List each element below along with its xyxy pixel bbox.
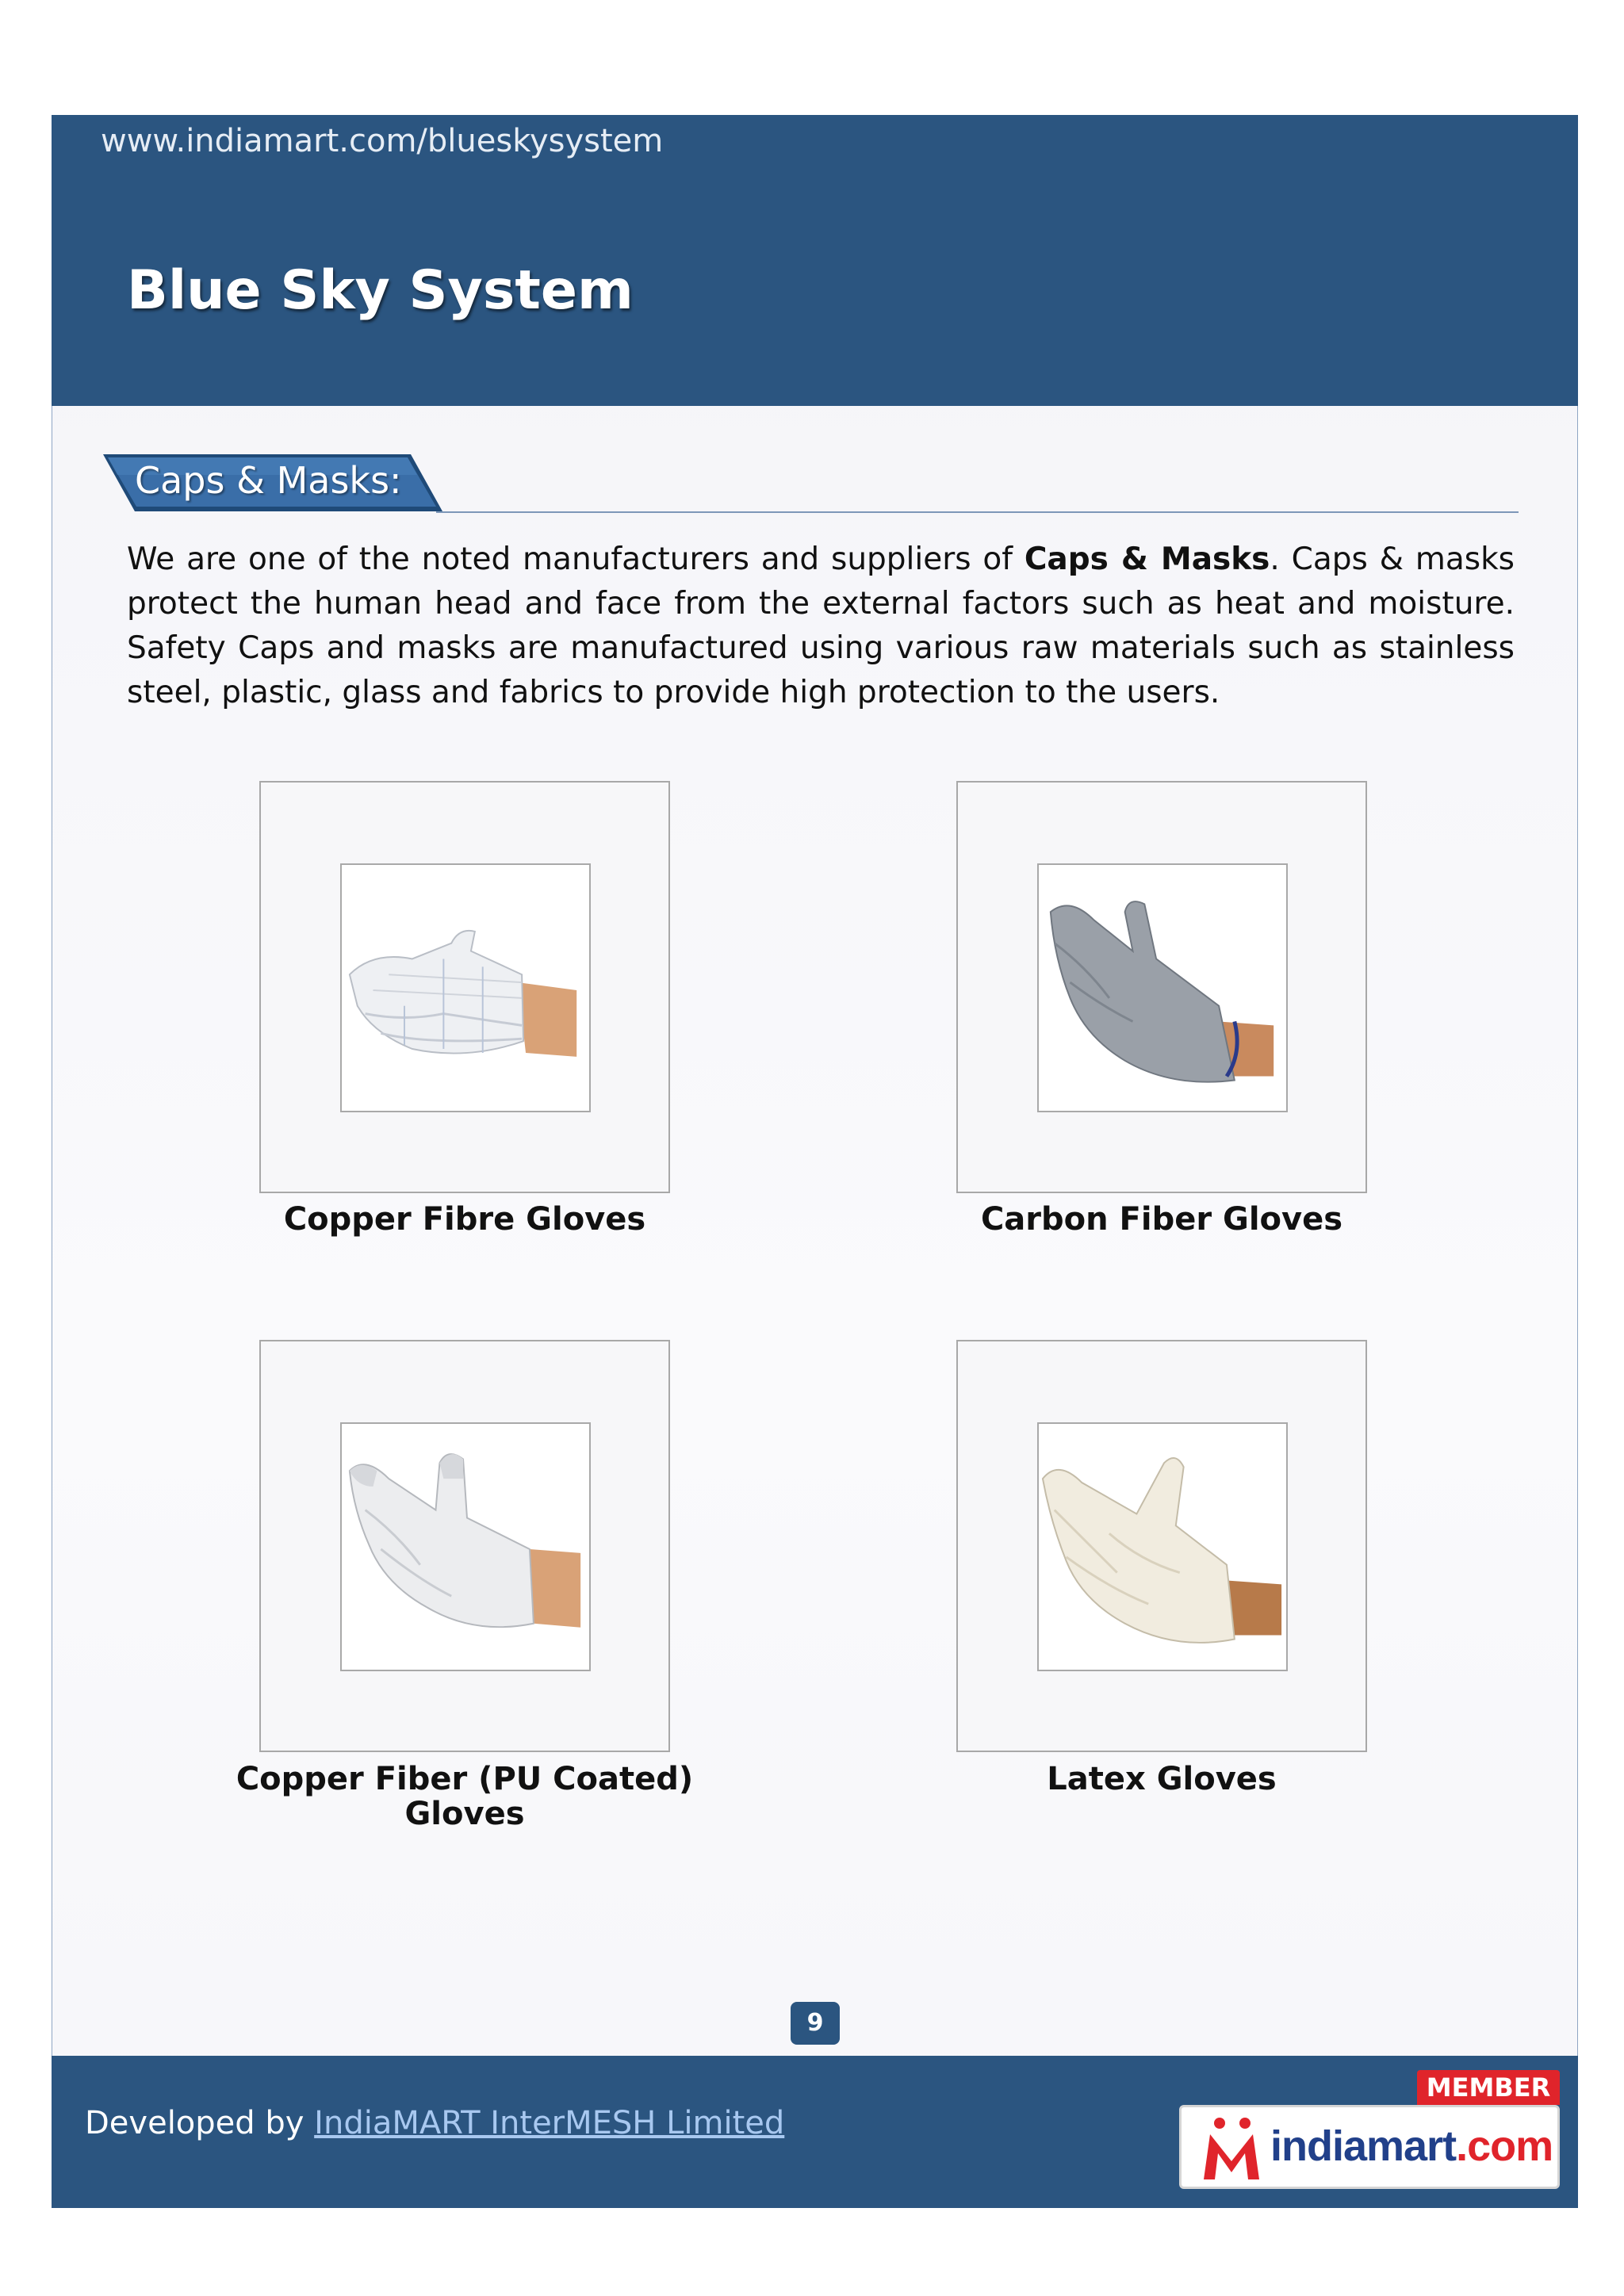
product-name[interactable]: Copper Fibre Gloves xyxy=(283,1201,646,1238)
developed-by-line xyxy=(85,2105,784,2141)
indiamart-logo xyxy=(1179,2105,1560,2189)
indiamart-member-badge[interactable] xyxy=(1179,2070,1560,2189)
grey-gloves-image xyxy=(1039,865,1286,1111)
product-name[interactable]: Copper Fiber (PU Coated) Gloves xyxy=(236,1761,694,1832)
indiamart-m-logo-icon xyxy=(1196,2112,1267,2183)
brand-name: indiamart xyxy=(1270,2122,1457,2170)
product-card-carbon-fiber-gloves[interactable] xyxy=(956,781,1367,1193)
latex-gloves-image xyxy=(1039,1424,1286,1670)
page-header xyxy=(52,115,1578,406)
striped-white-gloves-image xyxy=(342,865,589,1111)
product-image-copper-fibre-gloves[interactable] xyxy=(340,863,591,1112)
section-heading xyxy=(103,454,442,511)
product-card-copper-fibre-gloves[interactable] xyxy=(259,781,670,1193)
product-image-copper-fiber-pu-coated-gloves[interactable] xyxy=(340,1422,591,1671)
intro-text-end: . Caps & masks protect the human head and face from the external factors such as heat and moisture. Safety Caps and masks are manufactured using various raw materials such as stainless steel, plastic, glass and fabrics to provide high protection to the users. xyxy=(127,541,1515,710)
developed-by-label: Developed by xyxy=(85,2105,315,2141)
indiamart-intermesh-link[interactable]: IndiaMART InterMESH Limited xyxy=(314,2105,785,2141)
indiamart-wordmark xyxy=(1270,2122,1553,2171)
product-card-copper-fiber-pu-coated-gloves[interactable] xyxy=(259,1340,670,1752)
section-divider xyxy=(436,511,1519,513)
product-image-carbon-fiber-gloves[interactable] xyxy=(1037,863,1288,1112)
intro-highlight: Caps & Masks xyxy=(1024,541,1270,577)
company-title: Blue Sky System xyxy=(127,259,634,322)
header-url[interactable]: www.indiamart.com/blueskysystem xyxy=(101,123,664,159)
brand-suffix: .com xyxy=(1456,2122,1553,2170)
intro-paragraph xyxy=(127,538,1515,715)
product-name[interactable]: Latex Gloves xyxy=(1047,1761,1277,1797)
white-coated-glove-image xyxy=(342,1424,589,1670)
section-title: Caps & Masks: xyxy=(135,459,402,502)
intro-text-start: We are one of the noted manufacturers and suppliers of xyxy=(127,541,1025,577)
product-card-latex-gloves[interactable] xyxy=(956,1340,1367,1752)
product-name[interactable]: Carbon Fiber Gloves xyxy=(980,1201,1343,1238)
product-image-latex-gloves[interactable] xyxy=(1037,1422,1288,1671)
member-label: MEMBER xyxy=(1417,2070,1560,2105)
page-footer xyxy=(52,2056,1578,2208)
page-number: 9 xyxy=(791,2002,840,2045)
